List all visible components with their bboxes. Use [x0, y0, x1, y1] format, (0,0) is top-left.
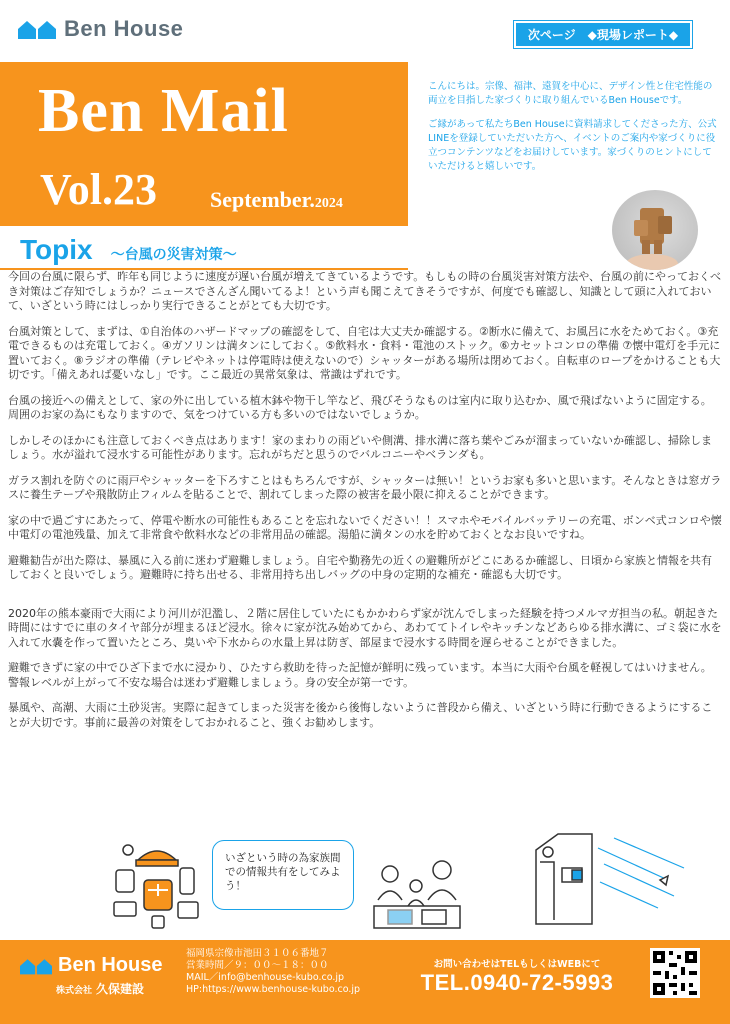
section-heading [20, 234, 237, 266]
twin-house-icon [18, 19, 56, 39]
company-address: 福岡県宗像市池田３１０６番地７ [186, 948, 329, 959]
volume-number: Vol.23 [40, 165, 157, 214]
article-paragraph: ガラス割れを防ぐのに雨戸やシャッターを下ろすことはもちろんですが、シャッターは無い！というお家も多いと思います。そんなときは窓ガラスに養生テープや飛散防止フィルムを貼ることで、割れてしまった際の被害を最小限に抑えることができます。 [8, 473, 722, 501]
issue-month: September. [210, 187, 315, 212]
report-link-label: ◆現場レポート◆ [587, 28, 679, 42]
contact-label: お問い合わせはTELもしくはWEBにて [433, 959, 601, 970]
section-title: Topix [20, 234, 93, 265]
article-paragraph: 2020年の熊本豪雨で大雨により河川が氾濫し、２階に居住していたにもかかわらず家が沈んでしまった経験を持つメルマガ担当の私。朝起きた時間にはすでに車のタイヤ部分が埋まるほど浸水。徐々に家が沈み始めてから、あわててトイレやキッチンなどあらゆる排水溝に、ゴミ袋に水を入れて水嚢を作って置いたところ、臭いや下水からの水量上昇は防ぎ、部屋まで浸水する時間を遅らせることができました。 [8, 606, 722, 649]
footer [0, 940, 730, 1024]
article-paragraph: 避難勧告が出た際は、暴風に入る前に迷わず避難しましょう。自宅や勤務先の近くの避難所がどこにあるか確認し、日頃から家族と情報を共有しておくと良いでしょう。避難時に持ち出せる、非常用持ち出しバッグの中身の定期的な補充・確認も大切です。 [8, 553, 712, 581]
contact-block [412, 956, 622, 996]
article-paragraph: 台風対策として、まずは、①自治体のハザードマップの確認をして、自宅は大丈夫か確認する。②断水に備えて、お風呂に水をためておく。③充電できるものは充電しておく。④ガソリンは満タンにしておく。⑤飲料水・食料・電池のストック。⑥カセットコンロの準備 ⑦懐中電灯を手元に置いておく。⑧ラジオの準備（テレビやネットは停電時は使えないので）シャッターがある場所は閉めておく。自転車のロープをかけることも大切です。「備えあれば憂いなし」です。ここ最近の異常気象は、常識はずれです。 [8, 324, 721, 381]
contact-email[interactable]: MAIL／info@benhouse-kubo.co.jp [186, 972, 345, 983]
footer-brand-name: Ben House [58, 954, 163, 976]
storm-house-illustration [518, 828, 690, 928]
company-name [56, 980, 144, 997]
twin-house-icon [20, 957, 52, 975]
footer-logo[interactable] [20, 954, 162, 977]
website-link[interactable]: HP:https://www.benhouse-kubo.co.jp [186, 984, 361, 995]
article-paragraph: 台風の接近への備えとして、家の外に出している植木鉢や物干し竿など、飛びそうなものは室内に取り込むか、風で飛ばないように固定する。周囲のお家の為にもなりますので、気をつけている方も多いのではないでしょうか。 [8, 393, 712, 421]
article-paragraph: 家の中で過ごすにあたって、停電や断水の可能性もあることを忘れないでください！！スマホやモバイルバッテリーの充電、ボンベ式コンロや懐中電灯の電池残量、加えて非常食や飲料水などの非常用品の確認。湯船に満タンの水を貯めておくとなお良いですね。 [8, 513, 722, 541]
section-subtitle: ～台風の災害対策～ [110, 247, 237, 263]
newsletter-title: Ben Mail [38, 77, 289, 145]
speech-bubble [212, 840, 354, 910]
business-hours: 営業時間／９：００～１８：００ [186, 960, 329, 971]
intro-text [428, 80, 718, 184]
phone-number[interactable]: TEL.0940-72-5993 [420, 970, 614, 995]
issue-date [210, 187, 343, 213]
brand-name: Ben House [64, 16, 184, 41]
article-paragraph: 今回の台風に限らず、昨年も同じように速度が遅い台風が増えてきているようです。もしもの時の台風災害対策方法や、台風の前にやっておくべき対策はご存知でしょうか？ニュースでさんざん聞いてるよ！という声も聞こえてきそうですが、何度でも確認し、知識として頭に入れておいて、いざという時にはしっかり実行できることがとても大切です。 [8, 270, 722, 312]
qr-code[interactable] [650, 948, 700, 998]
article-paragraph: 暴風や、高潮、大雨に土砂災害。実際に起きてしまった災害を後から後悔しないように普段から備え、いざという時に行動できるようにすることが大切です。事前に最善の対策をしておかれること、強くお勧めします。 [8, 701, 713, 729]
wooden-toy-photo [612, 190, 698, 270]
hero-banner [0, 62, 408, 226]
article-body [8, 270, 722, 741]
article-paragraph: しかしそのほかにも注意しておくべき点はあります！家のまわりの雨どいや側溝、排水溝に落ち葉やごみが溜まっていないか確認し、掃除しましょう。水が溢れて浸水する可能性があります。忘れがちだと思うのでバルコニーやベランダも。 [8, 433, 712, 461]
company-label: 久保建設 [96, 982, 145, 996]
intro-paragraph: こんにちは。宗像、福津、遠賀を中心に、デザイン性と住宅性能の両立を目指した家づくりに取り組んでいるBen Houseです。 [428, 81, 713, 106]
emergency-kit-illustration [108, 840, 206, 932]
family-illustration [360, 850, 472, 936]
bubble-text: いざという時の為家族間での情報共有をしてみよう！ [225, 852, 341, 892]
article-paragraph: 避難できずに家の中でひざ下まで水に浸かり、ひたすら救助を待った記憶が鮮明に残っています。本当に大雨や台風を軽視してはいけません。警報レベルが上がって不安な場合は迷わず避難しましょう。身の安全が第一です。 [8, 661, 712, 689]
intro-paragraph: ご縁があって私たちBen Houseに資料請求してくださった方、公式LINEを登録していただいた方へ、イベントのご案内や家づくりに役立つコンテンツなどをお届けしています。家づくりのヒントにしていただけると嬉しいです。 [428, 119, 717, 172]
issue-year: 2024 [314, 196, 343, 211]
footer-address-block [186, 948, 360, 996]
next-page-label: 次ページ [527, 28, 576, 42]
brand-logo[interactable] [18, 16, 183, 42]
company-prefix: 株式会社 [56, 986, 93, 996]
next-page-button[interactable] [514, 21, 692, 48]
